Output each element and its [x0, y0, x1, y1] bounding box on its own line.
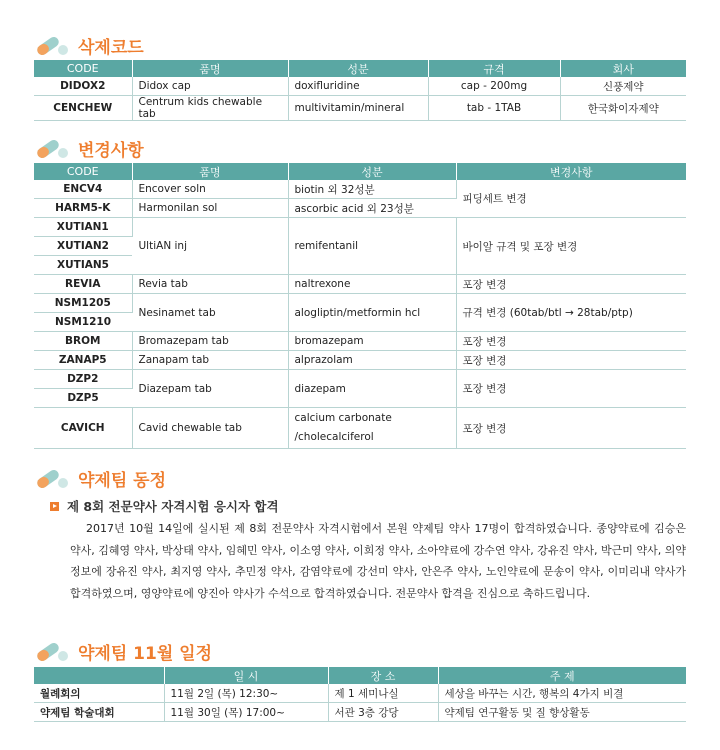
table-row: [34, 332, 686, 351]
code-cell: ZANAP5: [34, 351, 132, 370]
code-cell: XUTIAN1: [34, 218, 132, 237]
table-header-row: [34, 163, 686, 180]
ingredient-cell: [288, 408, 456, 449]
spec-cell: cap - 200mg: [428, 77, 560, 96]
arrow-bullet-icon: [50, 502, 59, 511]
table-row: [34, 408, 686, 449]
table-row: [34, 703, 686, 722]
ingredient-line: /cholecalciferol: [294, 431, 374, 443]
section-title: 삭제코드: [78, 37, 144, 58]
code-cell: DZP2: [34, 370, 132, 389]
news-body: 2017년 10월 14일에 실시된 제 8회 전문약사 자격시험에서 본원 약제팀 약사 17명이 합격하였습니다. 종양약료에 김승은 약사, 김혜영 약사, 박상태 약사, 임혜민 약사, 이소영 약사, 이희정 약사, 소아약료에 강수연 약사, 강유진 약사, 박근미 약사, 의약정보에 장유진 약사, 최지영 약사, 추민정 약사, 감염약료에 강선미 약사, 안은주 약사, 노인약료에 문송이 약사, 이미리내 약사가 합격하였으며, 영양약료에 양진아 약사가 수석으로 합격하였습니다. 전문약사 합격을 진심으로 축하드립니다.: [70, 522, 686, 600]
company-cell: 한국화이자제약: [560, 96, 686, 121]
col-header: 변경사항: [456, 163, 686, 180]
table-row: [34, 275, 686, 294]
place-cell: 서관 3층 강당: [328, 703, 438, 722]
change-cell: 포장 변경: [456, 351, 686, 370]
name-cell: Revia tab: [132, 275, 288, 294]
change-cell: 바이알 규격 및 포장 변경: [456, 218, 686, 275]
section-schedule-header: [34, 636, 212, 666]
code-cell: XUTIAN2: [34, 237, 132, 256]
capsule-icon: [34, 463, 72, 493]
company-cell: 신풍제약: [560, 77, 686, 96]
place-cell: 제 1 세미나실: [328, 684, 438, 703]
news-subtitle-text: 제 8회 전문약사 자격시험 응시자 합격: [67, 499, 279, 514]
section-deleted-codes-header: [34, 30, 144, 60]
deleted-codes-table: [34, 60, 686, 121]
code-cell: NSM1210: [34, 313, 132, 332]
name-cell: Centrum kids chewable tab: [132, 96, 288, 121]
code-cell: CAVICH: [34, 408, 132, 449]
name-cell: Bromazepam tab: [132, 332, 288, 351]
ingredient-cell: alogliptin/metformin hcl: [288, 294, 456, 332]
table-row: [34, 218, 686, 237]
code-cell: REVIA: [34, 275, 132, 294]
ingredient-cell: alprazolam: [288, 351, 456, 370]
table-header-row: [34, 60, 686, 77]
ingredient-cell: doxifluridine: [288, 77, 428, 96]
schedule-table: [34, 667, 686, 722]
table-header-row: [34, 667, 686, 684]
capsule-icon: [34, 636, 72, 666]
name-cell: Zanapam tab: [132, 351, 288, 370]
table-row: [34, 370, 686, 389]
table-row: [34, 96, 686, 121]
table-row: [34, 77, 686, 96]
code-cell: XUTIAN5: [34, 256, 132, 275]
name-cell: Nesinamet tab: [132, 294, 288, 332]
table-row: [34, 684, 686, 703]
spec-cell: tab - 1TAB: [428, 96, 560, 121]
change-cell: 규격 변경 (60tab/btl → 28tab/ptp): [456, 294, 686, 332]
col-header: 회사: [560, 60, 686, 77]
date-cell: 11월 2일 (목) 12:30~: [164, 684, 328, 703]
col-header: 규격: [428, 60, 560, 77]
capsule-icon: [34, 133, 72, 163]
col-header: 주 제: [438, 667, 686, 684]
ingredient-cell: ascorbic acid 외 23성분: [288, 199, 456, 218]
changes-table: [34, 163, 686, 449]
table-row: [34, 180, 686, 199]
capsule-icon: [34, 30, 72, 60]
section-team-news-header: [34, 463, 166, 493]
name-cell: Harmonilan sol: [132, 199, 288, 218]
section-changes-header: [34, 133, 144, 163]
ingredient-line: calcium carbonate: [294, 412, 392, 424]
ingredient-cell: naltrexone: [288, 275, 456, 294]
topic-cell: 약제팀 연구활동 및 질 향상활동: [438, 703, 686, 722]
col-header: 성분: [288, 60, 428, 77]
code-cell: BROM: [34, 332, 132, 351]
change-cell: 포장 변경: [456, 275, 686, 294]
change-cell: 포장 변경: [456, 370, 686, 408]
code-cell: DIDOX2: [34, 77, 132, 96]
change-cell: 포장 변경: [456, 332, 686, 351]
col-header: CODE: [34, 163, 132, 180]
topic-cell: 세상을 바꾸는 시간, 행복의 4가지 비결: [438, 684, 686, 703]
ingredient-cell: multivitamin/mineral: [288, 96, 428, 121]
table-row: [34, 351, 686, 370]
col-header: CODE: [34, 60, 132, 77]
change-cell: 포장 변경: [456, 408, 686, 449]
col-header: 장 소: [328, 667, 438, 684]
col-header: 품명: [132, 60, 288, 77]
section-title: 변경사항: [78, 140, 144, 161]
ingredient-cell: biotin 외 32성분: [288, 180, 456, 199]
ingredient-cell: diazepam: [288, 370, 456, 408]
name-cell: Encover soln: [132, 180, 288, 199]
code-cell: NSM1205: [34, 294, 132, 313]
code-cell: ENCV4: [34, 180, 132, 199]
section-title: 약제팀 11월 일정: [78, 643, 213, 664]
code-cell: HARM5-K: [34, 199, 132, 218]
change-cell: 피딩세트 변경: [456, 180, 686, 218]
ingredient-cell: remifentanil: [288, 218, 456, 275]
ingredient-cell: bromazepam: [288, 332, 456, 351]
event-name-cell: 약제팀 학술대회: [34, 703, 164, 722]
col-header: 일 시: [164, 667, 328, 684]
col-header: 품명: [132, 163, 288, 180]
section-title: 약제팀 동정: [78, 470, 167, 491]
col-header: [34, 667, 164, 684]
name-cell: UltiAN inj: [132, 218, 288, 275]
col-header: 성분: [288, 163, 456, 180]
name-cell: Didox cap: [132, 77, 288, 96]
name-cell: Diazepam tab: [132, 370, 288, 408]
news-subtitle: [50, 497, 279, 515]
event-name-cell: 월례회의: [34, 684, 164, 703]
name-cell: Cavid chewable tab: [132, 408, 288, 449]
code-cell: DZP5: [34, 389, 132, 408]
code-cell: CENCHEW: [34, 96, 132, 121]
date-cell: 11월 30일 (목) 17:00~: [164, 703, 328, 722]
table-row: [34, 294, 686, 313]
